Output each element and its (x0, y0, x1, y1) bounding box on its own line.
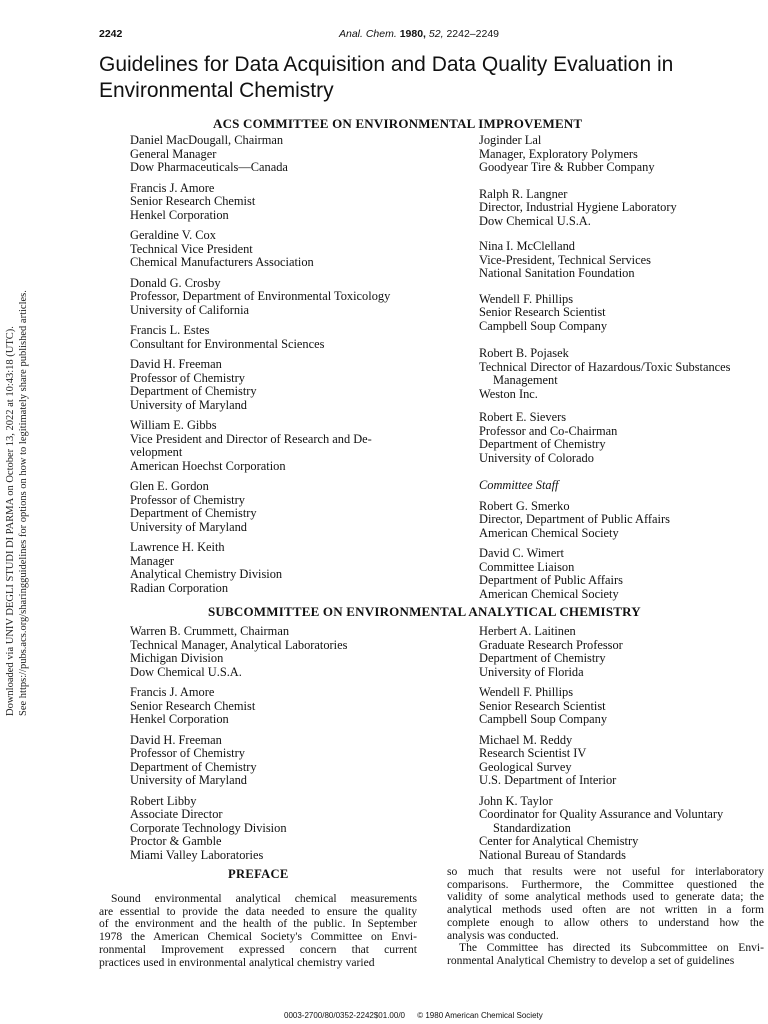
member-affiliation-line: University of California (130, 302, 250, 317)
member-affiliation-line: Weston Inc. (479, 386, 538, 401)
member-affiliation-line: Professor and Co-Chairman (479, 423, 618, 438)
paragraph-line: 1978 the American Chemical Society's Committee on Envi- (99, 930, 417, 944)
sharing-guidelines-line[interactable]: See https://pubs.acs.org/sharingguidelines for options on how to legitimately share published articles. (18, 290, 29, 716)
paragraph-line: are essential to provide the data needed to ensure the quality (99, 904, 417, 918)
member-affiliation-line: Graduate Research Professor (479, 637, 623, 652)
member-affiliation-line: Department of Chemistry (130, 506, 257, 520)
member-affiliation-line: National Sanitation Foundation (479, 266, 635, 280)
member-entry (479, 734, 723, 788)
member-affiliation-line: Technical Director of Hazardous/Toxic Substances (479, 359, 731, 374)
member-affiliation-line: Standardization (493, 820, 571, 835)
member-name: Wendell F. Phillips (479, 685, 574, 699)
member-affiliation-line: Department of Chemistry (130, 759, 257, 774)
member-affiliation-line: Consultant for Environmental Sciences (130, 336, 325, 351)
member-affiliation-line: Michigan Division (130, 651, 224, 665)
member-entry (130, 795, 347, 863)
member-entry (130, 734, 347, 788)
download-notice (4, 16, 30, 716)
running-header (99, 28, 739, 42)
copyright-notice: © 1980 American Chemical Society (417, 1011, 543, 1020)
journal-name: Anal. Chem. (339, 28, 397, 40)
member-affiliation-line: Professor, Department of Environmental Toxicology (130, 289, 391, 303)
member-affiliation-line: Department of Chemistry (130, 384, 257, 398)
member-affiliation-line: Miami Valley Laboratories (130, 847, 264, 862)
member-affiliation-line: Proctor & Gamble (130, 834, 222, 848)
member-name: Francis J. Amore (130, 180, 215, 195)
member-affiliation-line: Manager, Exploratory Polymers (479, 146, 638, 161)
member-entry (479, 347, 731, 401)
member-entry (130, 419, 390, 473)
committee-heading: ACS COMMITTEE ON ENVIRONMENTAL IMPROVEMENT (213, 116, 583, 131)
member-entry (130, 480, 390, 534)
member-entry (130, 686, 347, 727)
member-name: Donald G. Crosby (130, 275, 221, 290)
article-code: 0003-2700/80/0352-2242$01.00/0 (284, 1011, 405, 1020)
member-entry (130, 229, 390, 270)
member-entry (479, 293, 731, 334)
paragraph-line: practices used in environmental analytical chemistry varied (99, 955, 375, 969)
committee-staff-list (479, 500, 731, 602)
member-name: Herbert A. Laitinen (479, 624, 576, 638)
paragraph-line: ronmental Improvement expressed concern that current (99, 942, 417, 956)
member-affiliation-line: Department of Chemistry (479, 651, 606, 665)
committee-staff-label: Committee Staff (479, 478, 559, 492)
member-name: Geraldine V. Cox (130, 228, 216, 242)
member-affiliation-line: University of Maryland (130, 773, 247, 787)
subcommittee-right-column (479, 625, 723, 869)
member-affiliation-line: Vice President and Director of Research and De- (130, 431, 372, 446)
paragraph-line: of the environment and the health of the public. In September (99, 917, 417, 931)
member-name: Robert E. Sievers (479, 410, 567, 424)
paragraph-line: analysis was conducted. (447, 928, 559, 942)
member-affiliation-line: Analytical Chemistry Division (130, 567, 283, 581)
member-affiliation-line: Technical Vice President (130, 241, 253, 256)
download-notice-line: Downloaded via UNIV DEGLI STUDI DI PARMA on October 13, 2022 at 10:43:18 (UTC). (5, 326, 16, 716)
page-number: 2242 (99, 28, 123, 40)
member-entry (479, 240, 731, 281)
member-affiliation-line: American Chemical Society (479, 525, 619, 540)
member-affiliation-line: Vice-President, Technical Services (479, 252, 651, 267)
member-affiliation-line: University of Colorado (479, 450, 594, 465)
member-affiliation-line: American Hoechst Corporation (130, 458, 286, 473)
member-affiliation-line: Campbell Soup Company (479, 318, 608, 333)
member-affiliation-line: Professor of Chemistry (130, 492, 245, 507)
member-affiliation-line: Manager (130, 553, 175, 568)
member-affiliation-line: Research Scientist IV (479, 746, 587, 760)
member-affiliation-line: University of Maryland (130, 519, 247, 534)
subcommittee-heading: SUBCOMMITTEE ON ENVIRONMENTAL ANALYTICAL CHEMISTRY (208, 604, 641, 619)
member-affiliation-line: Senior Research Scientist (479, 698, 606, 713)
member-affiliation-line: Radian Corporation (130, 580, 229, 595)
member-entry (479, 188, 731, 229)
member-affiliation-line: Senior Research Chemist (130, 698, 256, 713)
member-name: Robert B. Pojasek (479, 346, 569, 360)
member-entry (130, 358, 390, 412)
member-name: Wendell F. Phillips (479, 291, 574, 306)
member-entry (130, 625, 347, 679)
committee-left-column (130, 134, 390, 602)
member-affiliation-line: velopment (130, 445, 183, 459)
member-affiliation-line: Committee Liaison (479, 559, 575, 574)
footer (284, 1011, 553, 1020)
member-name: Francis J. Amore (130, 685, 215, 699)
member-affiliation-line: Associate Director (130, 807, 223, 821)
member-entry (130, 134, 390, 175)
member-name: David H. Freeman (130, 732, 222, 747)
paragraph-line: Sound environmental analytical chemical measurements (111, 892, 417, 905)
paragraph-line: comparisons. Furthermore, the Committee questioned the (447, 877, 764, 891)
member-entry (130, 541, 390, 595)
member-name: Ralph R. Langner (479, 186, 568, 201)
member-affiliation-line: Geological Survey (479, 759, 572, 774)
member-entry (479, 411, 731, 465)
member-entry (479, 686, 723, 727)
member-name: Warren B. Crummett, Chairman (130, 624, 290, 638)
member-entry (479, 625, 723, 679)
member-affiliation-line: Goodyear Tire & Rubber Company (479, 160, 655, 174)
member-name: John K. Taylor (479, 793, 553, 808)
member-name: Joginder Lal (479, 133, 542, 147)
member-affiliation-line: Senior Research Scientist (479, 305, 606, 319)
member-affiliation-line: Henkel Corporation (130, 712, 229, 726)
member-name: Nina I. McClelland (479, 239, 576, 253)
journal-year: 1980, (399, 28, 426, 40)
committee-right-column (479, 134, 731, 608)
journal-citation (339, 28, 499, 40)
member-name: Francis L. Estes (130, 323, 210, 337)
member-affiliation-line: Dow Chemical U.S.A. (130, 664, 242, 679)
article-title: Guidelines for Data Acquisition and Data Quality Evaluation in Environmental Chemistry (99, 53, 674, 102)
member-affiliation-line: Corporate Technology Division (130, 820, 287, 835)
member-name: William E. Gibbs (130, 418, 217, 432)
member-affiliation-line: Director, Department of Public Affairs (479, 512, 670, 526)
subcommittee-left-column (130, 625, 347, 869)
paragraph-line: validity of some analytical methods used to generate data; the (447, 890, 764, 904)
member-affiliation-line: Coordinator for Quality Assurance and Voluntary (479, 807, 724, 821)
member-name: Robert Libby (130, 793, 197, 808)
member-affiliation-line: Technical Manager, Analytical Laboratories (130, 637, 348, 652)
member-name: Robert G. Smerko (479, 498, 570, 513)
member-affiliation-line: Dow Pharmaceuticals—Canada (130, 160, 288, 174)
member-name: David C. Wimert (479, 546, 564, 560)
member-affiliation-line: American Chemical Society (479, 586, 619, 601)
member-affiliation-line: Dow Chemical U.S.A. (479, 213, 591, 228)
member-affiliation-line: Professor of Chemistry (130, 746, 245, 760)
member-affiliation-line: Management (493, 373, 558, 387)
member-affiliation-line: Professor of Chemistry (130, 370, 245, 385)
preface-heading: PREFACE (228, 867, 289, 881)
member-name: Lawrence H. Keith (130, 540, 225, 554)
committee-members-right (479, 134, 731, 465)
member-affiliation-line: General Manager (130, 146, 217, 161)
paragraph-line: ronmental Analytical Chemistry to develop a set of guidelines (447, 953, 735, 967)
member-entry (130, 324, 390, 351)
member-affiliation-line: Center for Analytical Chemistry (479, 834, 639, 848)
member-entry (479, 134, 731, 175)
member-entry (479, 547, 731, 601)
member-name: Daniel MacDougall, Chairman (130, 133, 284, 147)
member-affiliation-line: University of Florida (479, 664, 584, 679)
member-affiliation-line: Campbell Soup Company (479, 712, 608, 726)
paragraph-line: analytical methods used often are not written in a form (447, 903, 764, 917)
member-affiliation-line: U.S. Department of Interior (479, 773, 617, 787)
preface-left-paragraph (99, 893, 417, 969)
member-entry (479, 795, 723, 863)
preface-right-paragraph (447, 866, 764, 968)
member-affiliation-line: National Bureau of Standards (479, 847, 626, 862)
member-affiliation-line: Director, Industrial Hygiene Laboratory (479, 200, 677, 214)
member-entry (479, 500, 731, 541)
member-entry (130, 277, 390, 318)
member-name: Michael M. Reddy (479, 732, 573, 747)
member-name: David H. Freeman (130, 357, 222, 371)
member-affiliation-line: Senior Research Chemist (130, 194, 256, 208)
member-affiliation-line: Chemical Manufacturers Association (130, 255, 314, 269)
paragraph-line: The Committee has directed its Subcommittee on Envi- (459, 941, 764, 955)
journal-volume: 52, (428, 28, 444, 40)
journal-pages: 2242–2249 (446, 28, 499, 40)
member-name: Glen E. Gordon (130, 479, 209, 493)
member-entry (130, 182, 390, 223)
member-affiliation-line: Department of Chemistry (479, 437, 606, 451)
paragraph-line: so much that results were not useful for interlaboratory (447, 865, 764, 878)
member-affiliation-line: University of Maryland (130, 397, 247, 412)
paragraph-line: complete enough to allow others to understand how the (447, 915, 764, 929)
member-affiliation-line: Department of Public Affairs (479, 573, 623, 587)
member-affiliation-line: Henkel Corporation (130, 207, 229, 222)
